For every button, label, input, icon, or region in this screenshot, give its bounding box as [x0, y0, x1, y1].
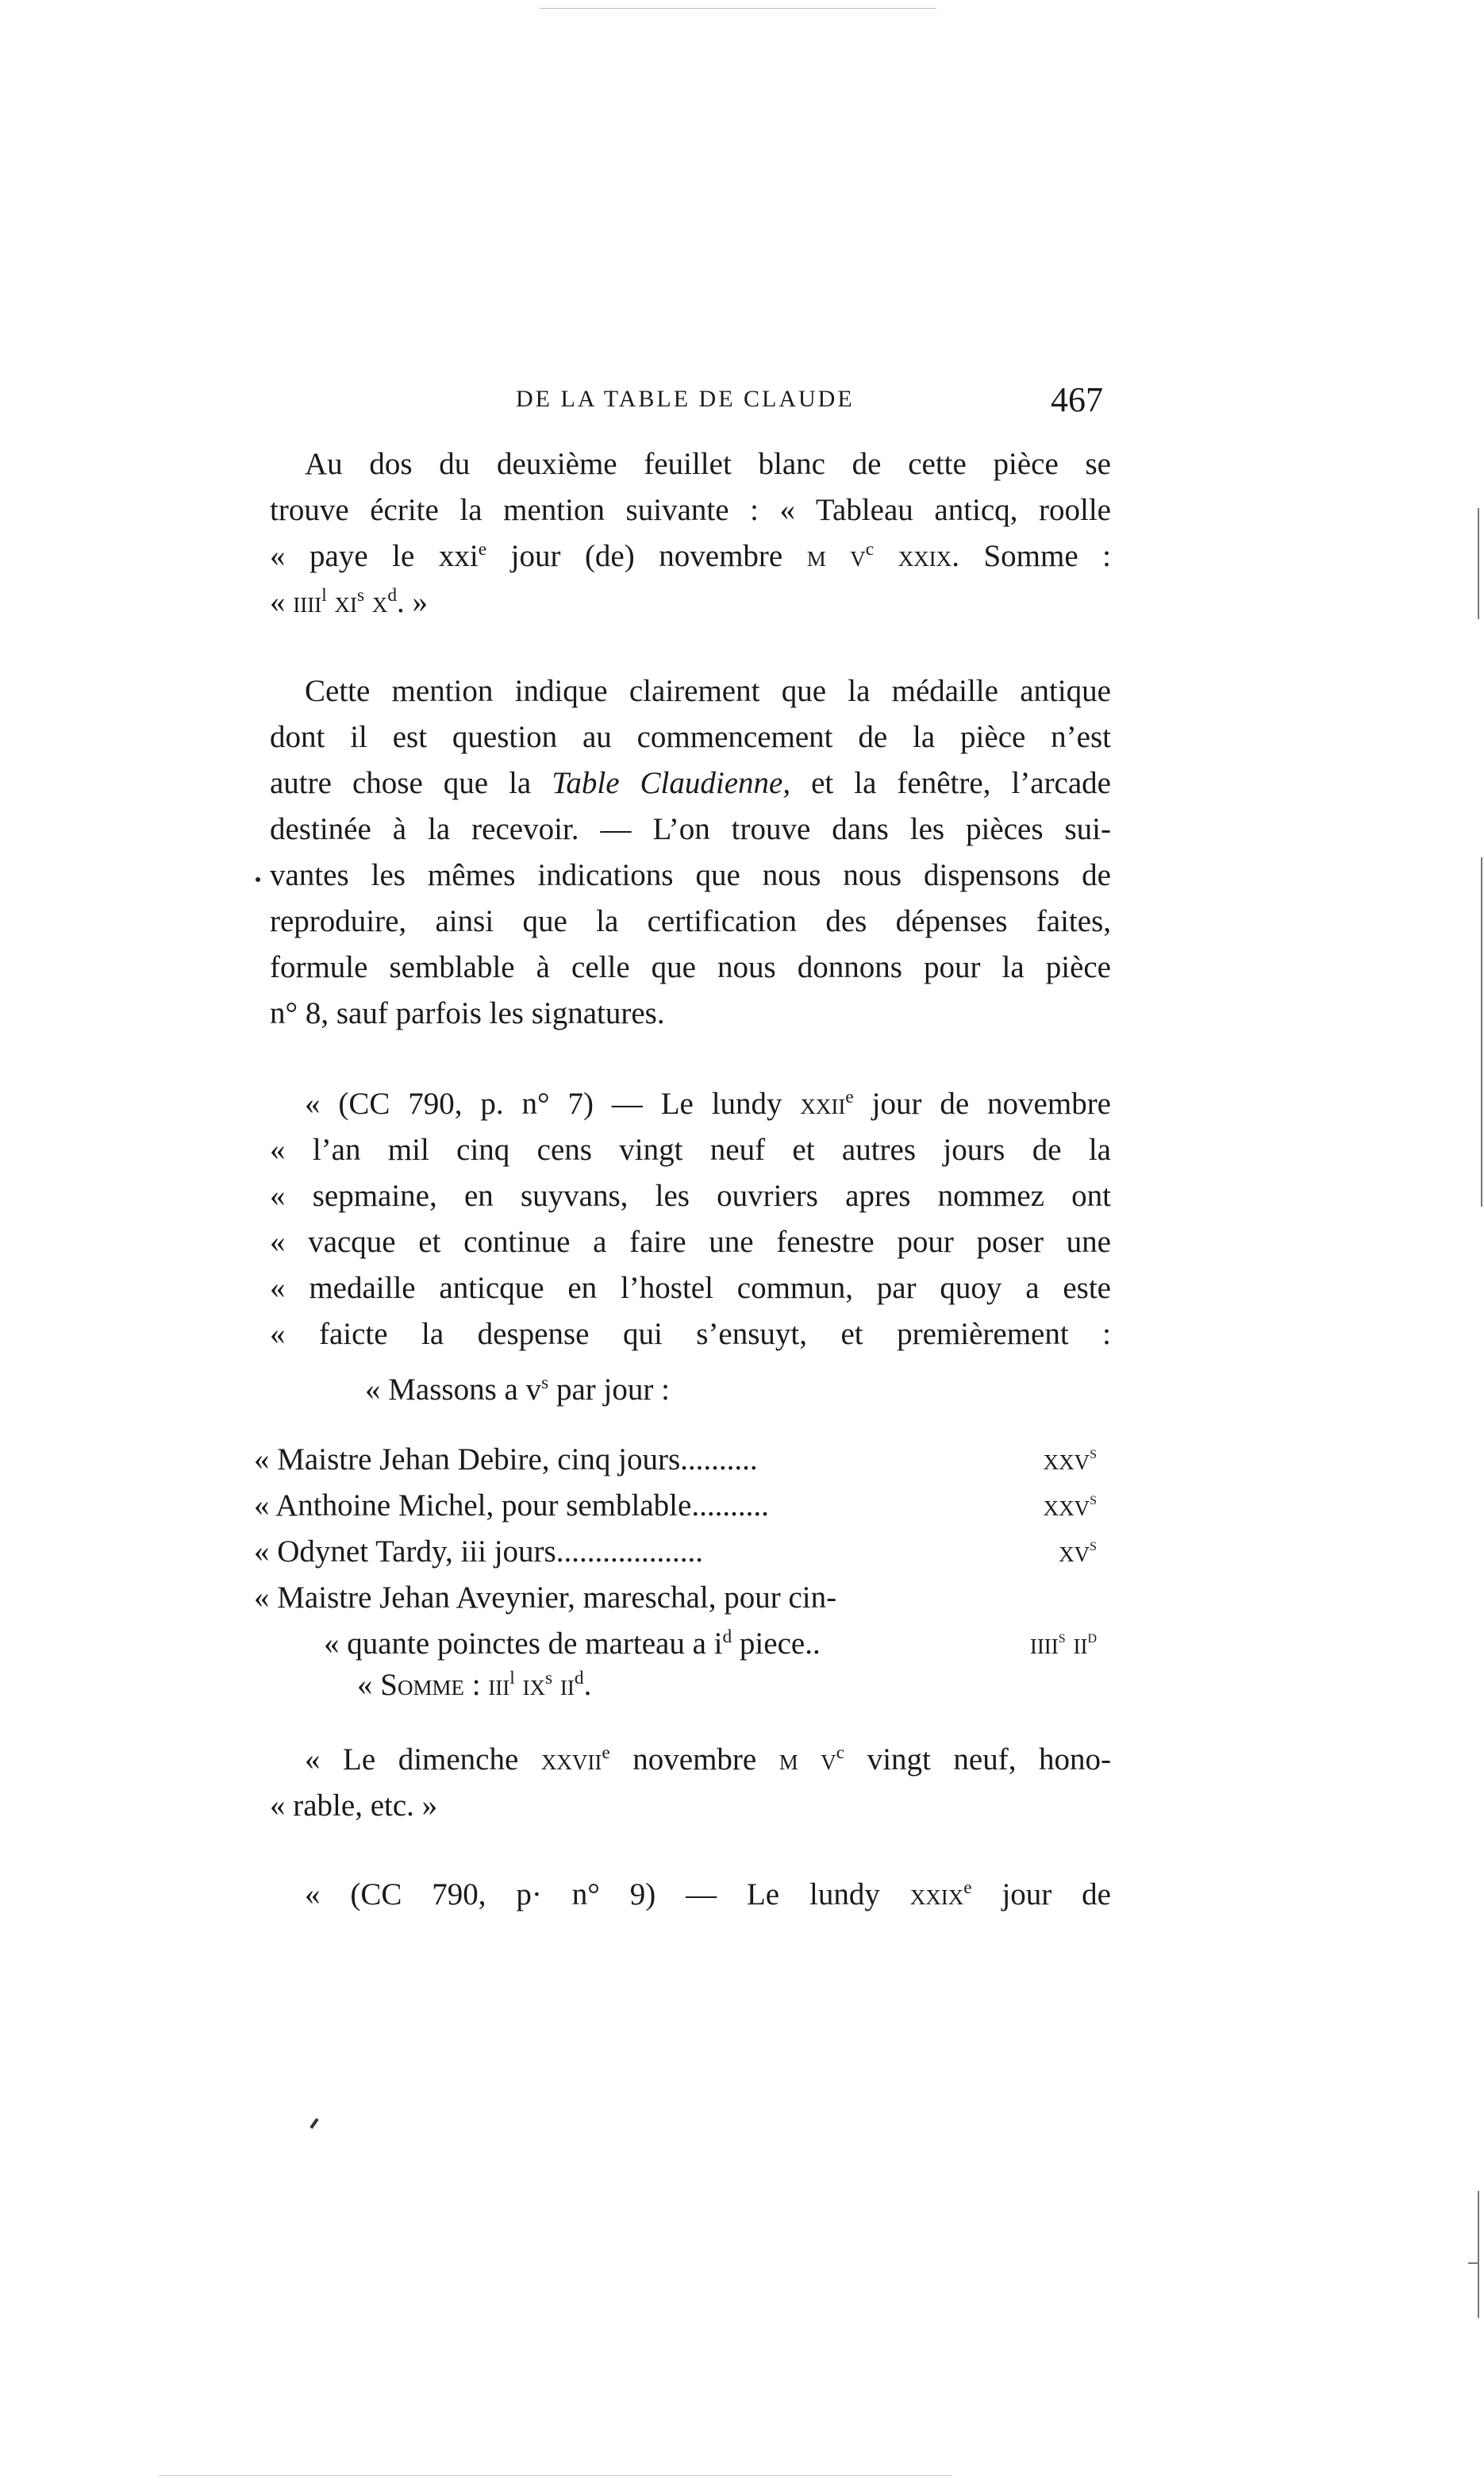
margin-line: [1468, 2262, 1479, 2264]
ink-mark: [309, 2118, 318, 2129]
text-line: vantes les mêmes indications que nous nous dispensons de: [270, 858, 1111, 892]
paragraph-2: [270, 668, 1111, 1037]
text-line: « (CC 790, p· n° 9) — Le lundy xxix$^e$ jour de: [305, 1877, 1111, 1911]
item-label: « Maistre Jehan Aveynier, mareschal, pour cin-: [254, 1580, 837, 1615]
item-amount: xxv$^s$: [1043, 1442, 1097, 1476]
text-line: formule semblable à celle que nous donnons pour la pièce: [270, 950, 1111, 984]
margin-line: [1478, 508, 1479, 619]
text-line: n° 8, sauf parfois les signatures.: [270, 996, 665, 1030]
item-amount: iiii$^s$ $ii^d$: [1029, 1627, 1097, 1661]
expense-list: [254, 1437, 1111, 1667]
paragraph-5: [270, 1872, 1111, 1918]
item-label: « Odynet Tardy, iii jours...................: [254, 1534, 703, 1569]
text-line: reproduire, ainsi que la certification des dépenses faites,: [270, 904, 1111, 938]
text-line: « Le dimenche xxvii$^e$ novembre m $v^c$ vingt neuf, hono-: [305, 1742, 1111, 1777]
text-line: « medaille anticque en l’hostel commun, par quoy a este: [270, 1271, 1111, 1305]
text-line: « iiii$^l$ $xi^s$ $x^d$. »: [270, 585, 429, 619]
somme-line: « Somme : iii$^l$ $ix^s$ $ii^d$.: [357, 1668, 592, 1702]
list-item: [254, 1575, 1111, 1621]
text-line: « faicte la despense qui s’ensuyt, et premièrement :: [270, 1317, 1111, 1351]
item-label: « Maistre Jehan Debire, cinq jours..........: [254, 1442, 758, 1476]
paragraph-3: [270, 1081, 1111, 1357]
text-line: « rable, etc. »: [270, 1788, 438, 1823]
text-line: dont il est question au commencement de la pièce n’est: [270, 720, 1111, 754]
massons-heading: « Massons a $v^s$ par jour :: [365, 1372, 670, 1407]
text-line: Au dos du deuxième feuillet blanc de cette pièce se: [305, 447, 1111, 481]
paragraph-4: [270, 1737, 1111, 1829]
margin-line: [1481, 857, 1482, 1207]
list-item: [254, 1437, 1111, 1483]
item-amount: xxv$^s$: [1043, 1488, 1097, 1523]
list-item: [254, 1529, 1111, 1575]
paragraph-1: [270, 441, 1111, 626]
page-header: [270, 379, 1127, 427]
text-line: trouve écrite la mention suivante : « Tableau anticq, roolle: [270, 493, 1111, 527]
running-title: DE LA TABLE DE CLAUDE: [516, 386, 855, 412]
text-line: destinée à la recevoir. — L’on trouve dans les pièces sui-: [270, 812, 1111, 846]
text-line: « (CC 790, p. n° 7) — Le lundy xxii$^e$ jour de novembre: [305, 1087, 1111, 1121]
margin-line: [1478, 2191, 1479, 2318]
text-line: « l’an mil cinq cens vingt neuf et autres jours de la: [270, 1133, 1111, 1167]
list-item: [254, 1483, 1111, 1529]
item-label: « quante poinctes de marteau a $i^d$ piece..: [324, 1627, 821, 1661]
page-number: 467: [1051, 380, 1103, 419]
item-label: « Anthoine Michel, pour semblable..........: [254, 1488, 769, 1523]
text-line: « paye le xxi$^e$ jour (de) novembre m $v^c$ xxix. Somme :: [270, 539, 1111, 573]
item-amount: $xv^s$: [1059, 1534, 1097, 1569]
text-line: Cette mention indique clairement que la médaille antique: [305, 674, 1111, 708]
margin-dot: [256, 877, 260, 882]
scan-edge: [540, 8, 936, 9]
list-item: [254, 1621, 1111, 1667]
text-line: « vacque et continue a faire une fenestre pour poser une: [270, 1225, 1111, 1259]
text-line: autre chose que la Table Claudienne, et la fenêtre, l’arcade: [270, 766, 1111, 800]
scan-edge: [159, 2475, 952, 2476]
text-line: « sepmaine, en suyvans, les ouvriers apres nommez ont: [270, 1179, 1111, 1213]
